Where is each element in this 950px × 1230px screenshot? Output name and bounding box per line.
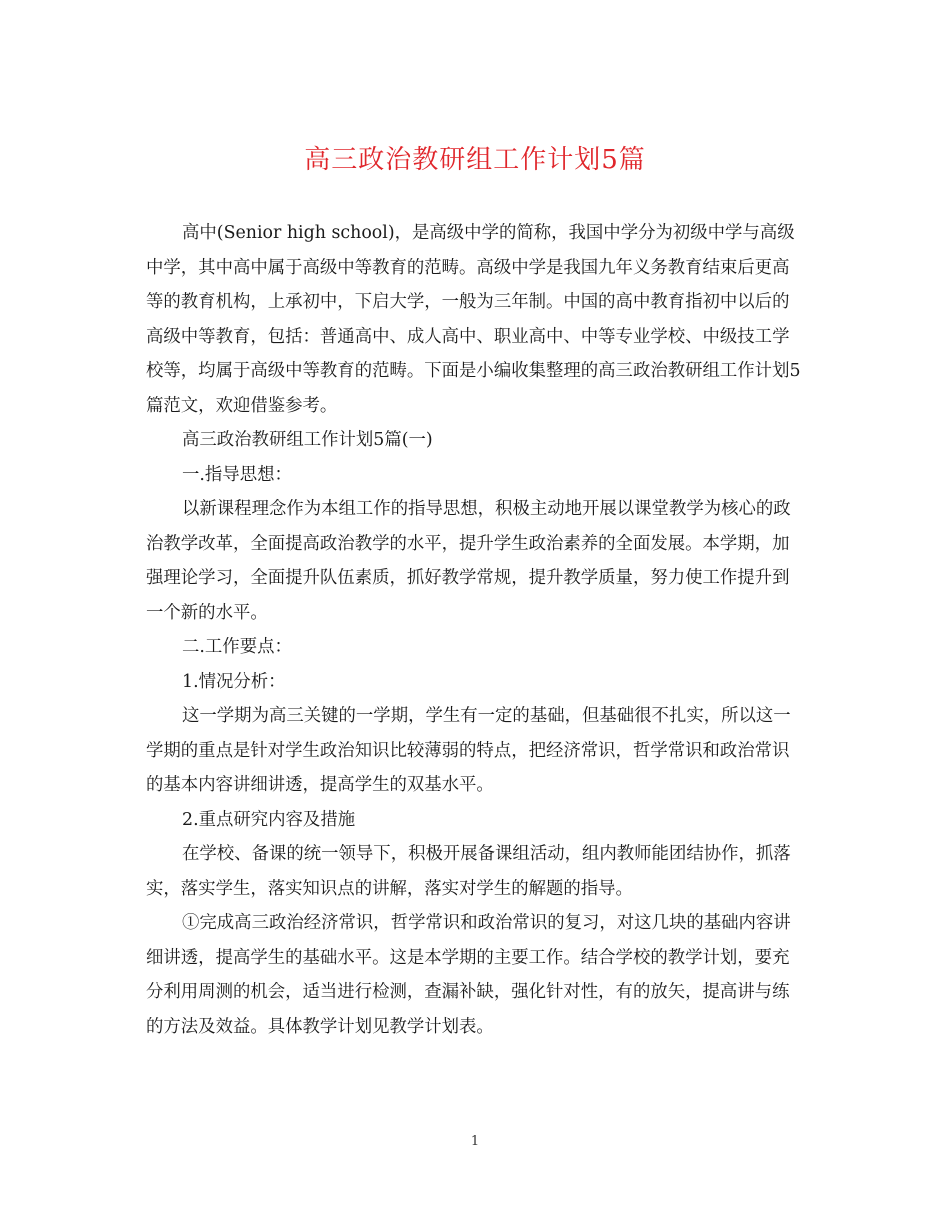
document-body <box>146 216 806 1044</box>
subheading-key-research: 2.重点研究内容及措施 <box>182 809 356 830</box>
paragraph-key-research: 在学校、备课的统一领导下，积极开展备课组活动，组内教师能团结协作，抓落实，落实学生，落实知识点的讲解，落实对学生的解题的指导。 <box>146 844 791 899</box>
paragraph-review-plan: ①完成高三政治经济常识，哲学常识和政治常识的复习，对这几块的基础内容讲细讲透，提高学生的基础水平。这是本学期的主要工作。结合学校的教学计划，要充分利用周测的机会，适当进行检测，查漏补缺，强化针对性，有的放矢，提高讲与练的方法及效益。具体教学计划见教学计划表。 <box>146 913 791 1037</box>
subheading-work-points: 二.工作要点： <box>182 637 292 657</box>
paragraph-situation-analysis: 这一学期为高三关键的一学期，学生有一定的基础，但基础很不扎实，所以这一学期的重点是针对学生政治知识比较薄弱的特点，把经济常识，哲学常识和政治常识的基本内容讲细讲透，提高学生的双基水平。 <box>146 706 791 795</box>
subheading-situation-analysis: 1.情况分析： <box>182 671 286 692</box>
subheading-guiding-ideology: 一.指导思想： <box>182 464 292 485</box>
intro-paragraph: 高中(Senior high school)，是高级中学的简称，我国中学分为初级中学与高级中学，其中高中属于高级中等教育的范畴。高级中学是我国九年义务教育结束后更高等的教育机构，上承初中，下启大学，一般为三年制。中国的高中教育指初中以后的高级中等教育，包括：普通高中、成人高中、职业高中、中等专业学校、中级技工学校等，均属于高级中等教育的范畴。下面是小编收集整理的高三政治教研组工作计划5篇范文，欢迎借鉴参考。 <box>146 223 801 416</box>
paragraph-guiding-ideology: 以新课程理念作为本组工作的指导思想，积极主动地开展以课堂教学为核心的政治教学改革，全面提高政治教学的水平，提升学生政治素养的全面发展。本学期，加强理论学习，全面提升队伍素质，抓好教学常规，提升教学质量，努力使工作提升到一个新的水平。 <box>146 499 791 623</box>
document-title: 高三政治教研组工作计划5篇 <box>304 145 646 175</box>
section-heading: 高三政治教研组工作计划5篇(一) <box>182 430 433 450</box>
page-number: 1 <box>470 1134 480 1149</box>
